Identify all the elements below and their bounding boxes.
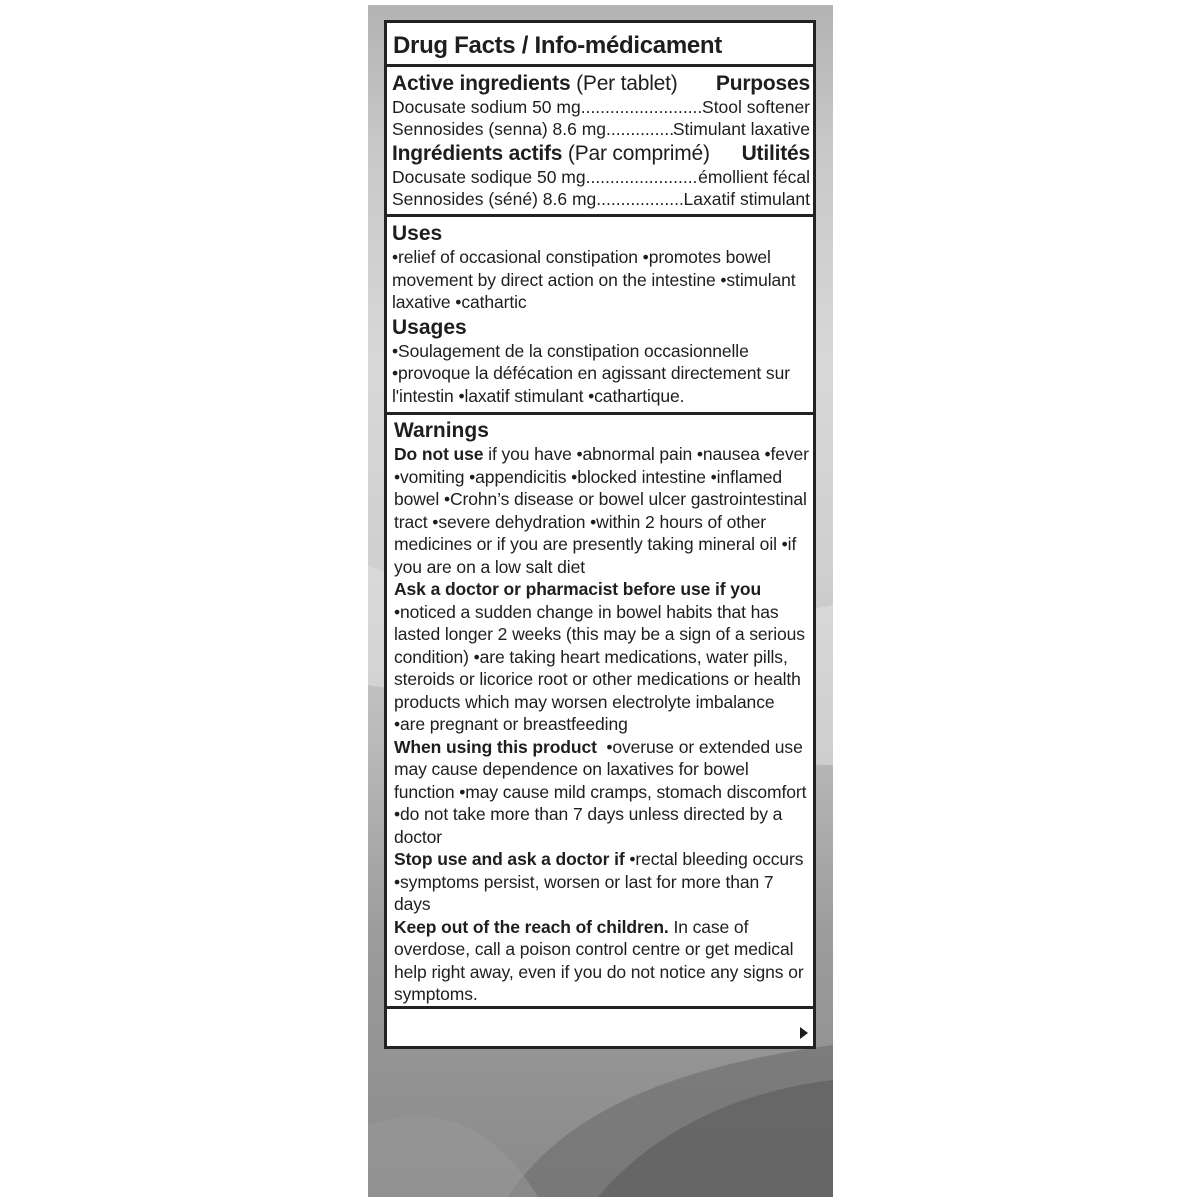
uses-text: •relief of occasional constipation •promotes bowel movement by direct action on the intestine •stimulant laxative •cathartic [392, 247, 796, 312]
stop-use-lead: Stop use and ask a doctor if [394, 849, 625, 869]
ingredient-row [392, 188, 810, 210]
ingredient-purpose: émollient fécal [698, 167, 810, 187]
active-ingredients-header [392, 72, 810, 96]
when-using-paragraph [394, 736, 810, 849]
active-ingredients-note: (Per tablet) [576, 72, 678, 95]
ingredient-name: Sennosides (séné) 8.6 mg [392, 189, 597, 209]
ask-doctor-paragraph [394, 578, 810, 736]
ingredient-name: Docusate sodique 50 mg [392, 167, 586, 187]
ingredients-actifs-header [392, 142, 810, 166]
ingredient-name: Sennosides (senna) 8.6 mg [392, 119, 607, 139]
ingredient-purpose: Stool softener [702, 97, 810, 117]
do-not-use-text: if you have •abnormal pain •nausea •fever •vomiting •appendicitis •blocked intestine •inflamed bowel •Crohn’s disease or bowel ulcer gastrointestinal tract •severe dehydration •within 2 hours of other medicines or if you are presently taking mineral oil •if you are on a low salt diet [394, 444, 809, 577]
ask-doctor-lead: Ask a doctor or pharmacist before use if you [394, 579, 762, 599]
warnings-heading: Warnings [394, 419, 489, 442]
usages-heading: Usages [392, 315, 467, 339]
purposes-heading: Purposes [715, 72, 810, 95]
when-using-text: •overuse or extended use may cause dependence on laxatives for bowel function •may cause mild cramps, stomach discomfort •do not take more than 7 days unless directed by a doctor [394, 736, 812, 847]
ingredients-actifs-note: (Par comprimé) [567, 142, 710, 165]
ingredient-row [392, 166, 810, 188]
uses-section [387, 217, 813, 415]
stop-use-text: •rectal bleeding occurs •symptoms persist, worsen or last for more than 7 days [394, 849, 804, 914]
utilites-heading: Utilités [741, 142, 810, 165]
ingredients-actifs-heading: Ingrédients actifs [392, 142, 563, 165]
ingredient-purpose: Stimulant laxative [672, 119, 810, 139]
do-not-use-lead: Do not use [394, 444, 484, 464]
uses-heading: Uses [392, 222, 443, 245]
do-not-use-paragraph [394, 443, 810, 578]
stop-use-paragraph [394, 848, 810, 916]
when-using-lead: When using this product [394, 736, 597, 757]
warnings-section [387, 415, 813, 1009]
drug-facts-title: Drug Facts / Info-médicament [387, 23, 813, 67]
keep-out-paragraph [394, 916, 810, 1006]
arrow-right-icon [800, 1027, 808, 1039]
keep-out-lead: Keep out of the reach of children. [394, 916, 669, 937]
ingredient-row [392, 118, 810, 140]
keep-out-text: In case of overdose, call a poison control centre or get medical help right away, even if you do not notice any signs or symptoms. [394, 916, 804, 1004]
active-ingredients-heading: Active ingredients [392, 72, 571, 95]
usages-text: •Soulagement de la constipation occasionnelle •provoque la défécation en agissant directement sur l'intestin •laxatif stimulant •cathartique. [392, 340, 790, 406]
ingredient-purpose: Laxatif stimulant [683, 189, 810, 209]
ask-doctor-text: •noticed a sudden change in bowel habits that has lasted longer 2 weeks (this may be a sign of a serious condition) •are taking heart medications, water pills, steroids or licorice root or other medications or health products which may worsen electrolyte imbalance •are pregnant or breastfeeding [394, 601, 805, 734]
active-ingredients-section [387, 67, 813, 217]
package-panel [368, 5, 833, 1197]
ingredient-row [392, 96, 810, 118]
drug-facts-label [384, 20, 816, 1049]
ingredient-name: Docusate sodium 50 mg [392, 97, 581, 117]
